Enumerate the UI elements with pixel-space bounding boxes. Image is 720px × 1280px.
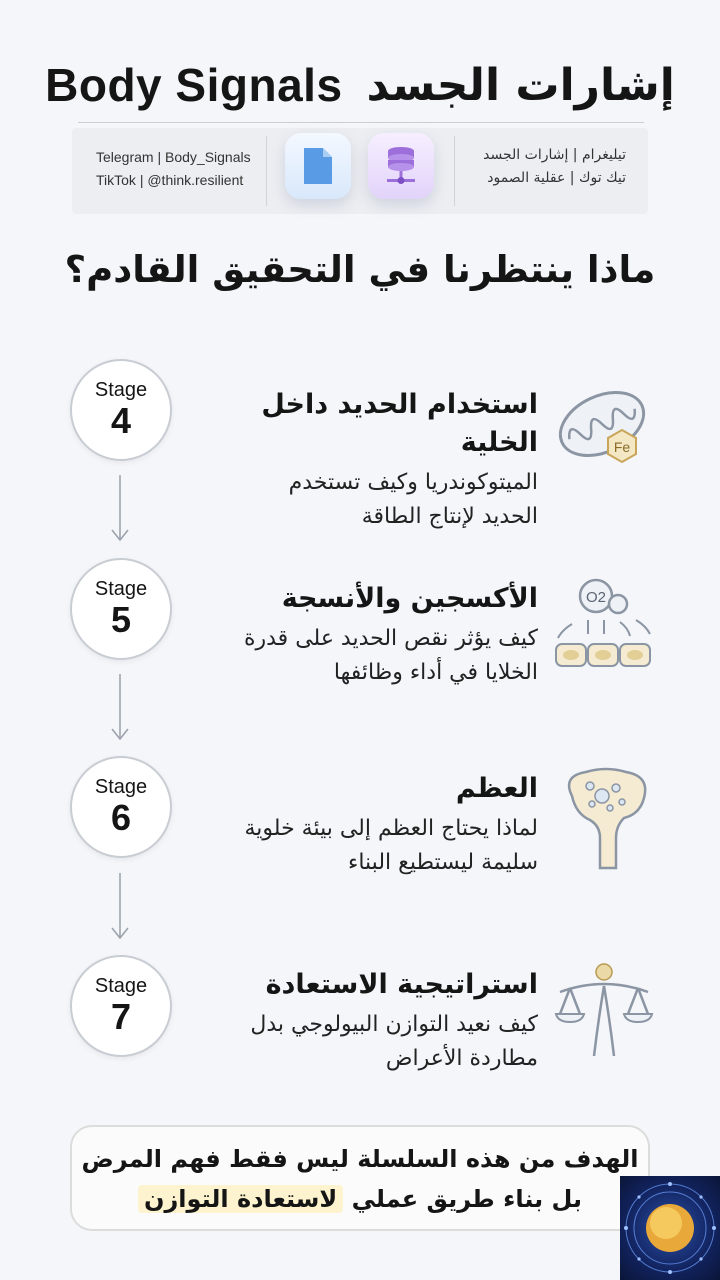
oxygen-symbol: O2 — [585, 589, 607, 606]
bone-icon — [552, 766, 656, 870]
stage-heading: استخدام الحديد داخل الخلية — [261, 389, 538, 458]
stage-badge — [70, 558, 172, 660]
stage-badge — [70, 359, 172, 461]
goal-line: الهدف من هذه السلسلة ليس فقط فهم المرض — [81, 1145, 639, 1173]
stage-badge — [70, 756, 172, 858]
stage-description-line: الحديد لإنتاج الطاقة — [361, 504, 538, 529]
stage-content — [198, 386, 538, 534]
stage-label: Stage — [94, 776, 148, 798]
divider — [454, 136, 455, 206]
social-handles-english — [96, 146, 251, 192]
channel-logo — [620, 1176, 720, 1280]
database-icon[interactable] — [368, 133, 434, 199]
stage-heading: العظم — [455, 773, 538, 804]
tiktok-handle[interactable]: TikTok | @think.resilient — [96, 172, 244, 188]
goal-line — [72, 1179, 648, 1219]
stage-content — [198, 580, 538, 690]
balance-scale-icon — [552, 958, 656, 1062]
stage-label: Stage — [94, 975, 148, 997]
down-arrow-icon — [110, 473, 130, 545]
page-title — [0, 58, 720, 112]
stage-heading: استراتيجية الاستعادة — [265, 969, 538, 1000]
goal-callout — [70, 1125, 650, 1231]
title-divider — [78, 122, 644, 123]
tiktok-handle-ar[interactable]: تيك توك | عقلية الصمود — [487, 170, 626, 186]
stage-heading: الأكسجين والأنسجة — [281, 583, 538, 614]
stage-description-line: سليمة ليستطيع البناء — [348, 850, 538, 875]
social-handles-arabic — [483, 144, 626, 190]
section-question: ماذا ينتظرنا في التحقيق القادم؟ — [64, 248, 656, 291]
divider — [266, 136, 267, 206]
telegram-handle[interactable]: Telegram | Body_Signals — [96, 149, 251, 165]
stage-label: Stage — [94, 379, 148, 401]
stage-description-line: مطاردة الأعراض — [385, 1046, 538, 1071]
down-arrow-icon — [110, 672, 130, 744]
stage-number: 4 — [110, 400, 132, 441]
mitochondria-iron-icon — [552, 372, 656, 476]
stage-number: 6 — [110, 797, 132, 838]
oxygen-cells-icon — [552, 574, 656, 678]
document-icon[interactable] — [285, 133, 351, 199]
stage-description-line: الخلايا في أداء وظائفها — [333, 660, 538, 685]
iron-symbol: Fe — [613, 439, 631, 455]
stage-number: 5 — [110, 599, 132, 640]
stage-description-line: كيف يؤثر نقص الحديد على قدرة — [243, 626, 538, 651]
stage-number: 7 — [110, 996, 132, 1037]
stage-description-line: كيف نعيد التوازن البيولوجي بدل — [250, 1012, 538, 1037]
stage-content — [198, 770, 538, 880]
goal-highlight: لاستعادة التوازن — [138, 1185, 343, 1213]
stage-label: Stage — [94, 578, 148, 600]
down-arrow-icon — [110, 871, 130, 943]
stage-badge — [70, 955, 172, 1057]
telegram-handle-ar[interactable]: تيليغرام | إشارات الجسد — [483, 147, 626, 163]
stage-description-line: الميتوكوندريا وكيف تستخدم — [288, 470, 538, 495]
stage-content — [198, 966, 538, 1076]
goal-line-prefix: بل بناء طريق عملي — [351, 1185, 582, 1213]
title-english: Body Signals — [45, 59, 343, 111]
stage-description-line: لماذا يحتاج العظم إلى بيئة خلوية — [244, 816, 538, 841]
title-arabic: إشارات الجسد — [366, 59, 675, 111]
social-strip — [72, 128, 648, 214]
